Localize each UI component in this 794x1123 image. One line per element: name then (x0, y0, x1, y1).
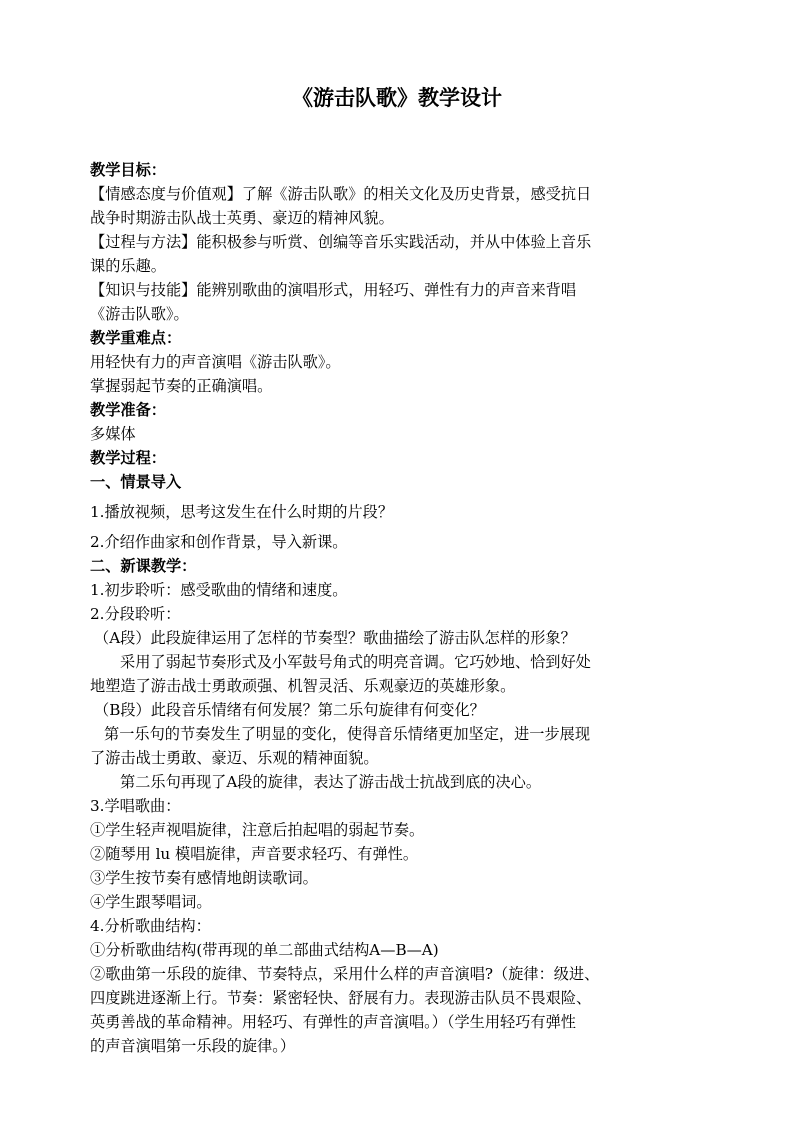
text-line: 2.介绍作曲家和创作背景，导入新课。 (90, 533, 348, 551)
text-line: 战争时期游击队战士英勇、豪迈的精神风貌。 (90, 209, 394, 227)
text-line: 3.学唱歌曲： (90, 797, 181, 815)
document-body (90, 158, 710, 1058)
text-line: ④学生跟琴唱词。 (90, 893, 212, 911)
section-heading: 教学过程： (90, 449, 166, 467)
section-heading: 教学重难点： (90, 329, 182, 347)
text-line: 了游击战士勇敢、豪迈、乐观的精神面貌。 (90, 749, 379, 767)
text-line: ③学生按节奏有感情地朗读歌词。 (90, 869, 318, 887)
text-line: 《游击队歌》。 (90, 305, 189, 323)
text-line: 采用了弱起节奏形式及小军鼓号角式的明亮音调。它巧妙地、恰到好处 (120, 653, 591, 671)
text-line: 地塑造了游击战士勇敢顽强、机智灵活、乐观豪迈的英雄形象。 (90, 677, 516, 695)
section-heading: 一、情景导入 (90, 473, 182, 491)
text-line: ①学生轻声视唱旋律，注意后拍起唱的弱起节奏。 (90, 821, 425, 839)
text-line: 课的乐趣。 (90, 257, 166, 275)
text-line: 英勇善战的革命精神。用轻巧、有弹性的声音演唱。）（学生用轻巧有弹性 (90, 1013, 576, 1031)
text-line: 1.播放视频，思考这发生在什么时期的片段？ (90, 503, 394, 521)
document-title: 《游击队歌》教学设计 (292, 86, 502, 110)
section-heading: 教学准备： (90, 401, 166, 419)
text-line: （B段）此段音乐情绪有何发展？第二乐句旋律有何变化？ (94, 701, 485, 719)
text-line: 2.分段聆听： (90, 605, 181, 623)
text-line: 用轻快有力的声音演唱《游击队歌》。 (90, 353, 341, 371)
text-line: 的声音演唱第一乐段的旋律。） (90, 1037, 296, 1055)
text-line: 多媒体 (90, 425, 136, 443)
text-line: 四度跳进逐渐上行。节奏：紧密轻快、舒展有力。表现游击队员不畏艰险、 (90, 989, 592, 1007)
section-heading: 二、新课教学： (90, 557, 197, 575)
text-line: ①分析歌曲结构(带再现的单二部曲式结构A—B—A) (90, 941, 439, 959)
text-line: 【情感态度与价值观】了解《游击队歌》的相关文化及历史背景，感受抗日 (90, 185, 592, 203)
text-line: 第二乐句再现了A段的旋律，表达了游击战士抗战到底的决心。 (120, 773, 542, 791)
text-line: 【知识与技能】能辨别歌曲的演唱形式，用轻巧、弹性有力的声音来背唱 (90, 281, 576, 299)
text-line: 【过程与方法】能积极参与听赏、创编等音乐实践活动，并从中体验上音乐 (90, 233, 592, 251)
text-line: 第一乐句的节奏发生了明显的变化，使得音乐情绪更加坚定，进一步展现 (104, 725, 590, 743)
text-line: 4.分析歌曲结构： (90, 917, 211, 935)
text-line: 掌握弱起节奏的正确演唱。 (90, 377, 273, 395)
text-line: ②随琴用 lu 模唱旋律，声音要求轻巧、有弹性。 (90, 845, 419, 863)
text-line: 1.初步聆听：感受歌曲的情绪和速度。 (90, 581, 348, 599)
section-heading: 教学目标： (90, 161, 166, 179)
text-line: （A段）此段旋律运用了怎样的节奏型？歌曲描绘了游击队怎样的形象？ (94, 629, 576, 647)
text-line: ②歌曲第一乐段的旋律、节奏特点，采用什么样的声音演唱?（旋律：级进、 (90, 965, 600, 983)
